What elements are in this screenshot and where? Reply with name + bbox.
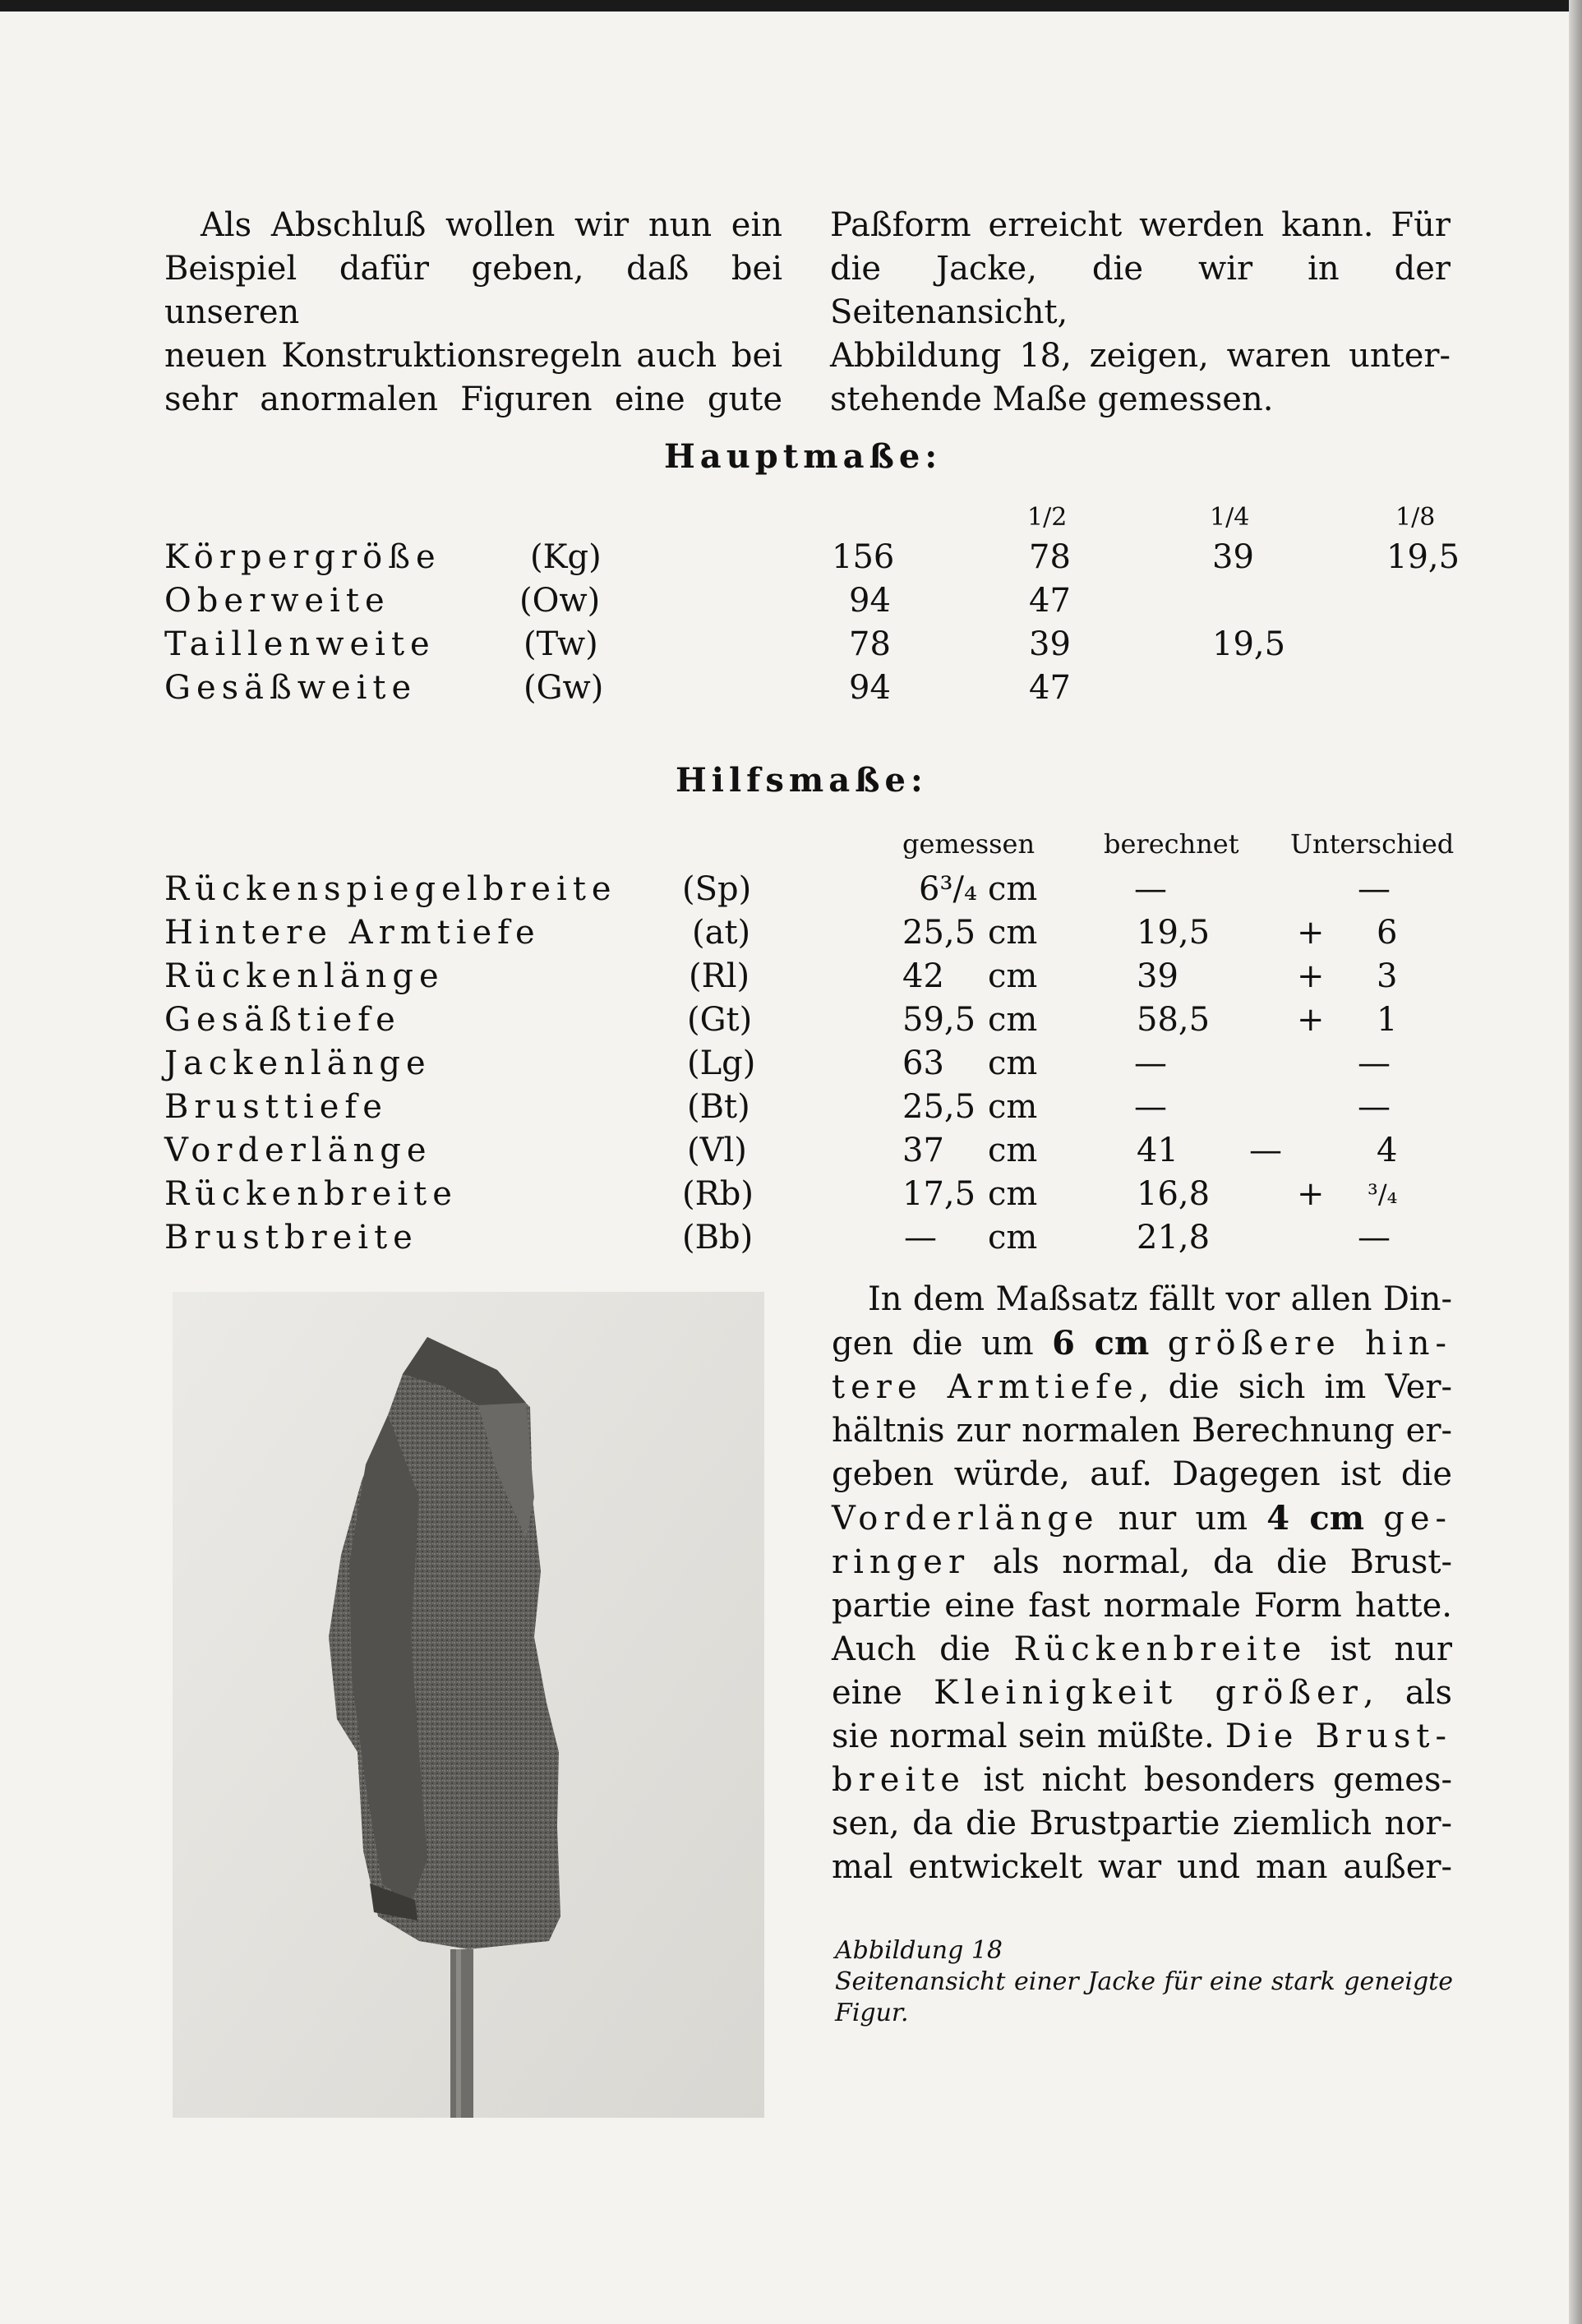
hilfs-row [164, 1086, 1455, 1129]
haupt-abbr: (Ow) [519, 582, 601, 620]
fraction-eighth: 1/8 [1395, 503, 1436, 532]
body-text: partie eine fast normale Form hatte. [832, 1587, 1452, 1625]
body-text: , die sich im Ver- [1138, 1368, 1453, 1406]
body-spaced: Kleinigkeit größer [934, 1674, 1363, 1712]
hilfs-unit: cm [988, 1088, 1038, 1126]
body-text: sen, da die Brustpartie ziemlich nor- [832, 1805, 1452, 1842]
body-line [832, 1584, 1452, 1628]
body-text [1364, 1500, 1383, 1538]
hilfs-row [164, 868, 1455, 911]
column-header-calculated: berechnet [1104, 828, 1239, 860]
haupt-quarter: 19,5 [1212, 625, 1286, 663]
fraction-half: 1/2 [1027, 503, 1068, 532]
hilfs-calculated: — [1134, 1044, 1167, 1082]
hilfs-unit: cm [988, 1132, 1038, 1169]
body-text: ist nicht besonders gemes- [965, 1761, 1452, 1799]
hilfs-diff: — [1358, 870, 1391, 908]
hilfs-sign: + [1297, 914, 1325, 952]
hilfs-calculated: 39 [1137, 957, 1178, 995]
hilfs-name: Hintere Armtiefe [164, 914, 541, 952]
haupt-name: Körpergröße [164, 538, 441, 576]
body-text: sie normal sein müßte. [832, 1718, 1225, 1755]
hilfs-sign: — [1249, 1132, 1282, 1169]
hilfs-diff: 3 [1377, 957, 1398, 995]
hilfs-unit: cm [988, 1044, 1038, 1082]
body-spaced: Vorderlänge [832, 1500, 1100, 1538]
body-text: nur um [1099, 1500, 1267, 1538]
hilfsmasse-heading: Hilfsmaße: [676, 761, 928, 800]
hilfs-abbr: (Gt) [687, 1001, 753, 1039]
intro-right-line-3: Abbildung 18, zeigen, waren unter- [830, 337, 1451, 375]
intro-right-line-1: Paßform erreicht werden kann. Für [830, 206, 1451, 244]
intro-right-line-4: stehende Maße gemessen. [830, 380, 1274, 418]
hilfs-unit: cm [988, 870, 1038, 908]
body-spaced: breite [832, 1761, 966, 1799]
hilfs-diff: 4 [1377, 1132, 1398, 1169]
hilfs-name: Gesäßtiefe [164, 1001, 401, 1039]
caption-title: Abbildung 18 [835, 1936, 1003, 1965]
hilfs-measured: 42 [902, 957, 944, 995]
hilfs-name: Vorderlänge [164, 1132, 432, 1169]
hilfs-calculated: 41 [1137, 1132, 1178, 1169]
hilfs-measured: 25,5 [902, 914, 976, 952]
column-header-measured: gemessen [902, 828, 1035, 860]
hilfs-sign: + [1297, 1001, 1325, 1039]
haupt-abbr: (Tw) [523, 625, 598, 663]
hilfs-row [164, 1216, 1455, 1260]
intro-left-line-4: sehr anormalen Figuren eine gute [164, 380, 782, 418]
hilfs-unit: cm [988, 1001, 1038, 1039]
hilfs-name: Brusttiefe [164, 1088, 388, 1126]
hilfs-diff: ³/₄ [1368, 1178, 1398, 1210]
body-line [832, 1541, 1452, 1584]
body-line [832, 1278, 1452, 1321]
body-text: als normal, da die Brust- [970, 1543, 1452, 1581]
hilfs-measured: 59,5 [902, 1001, 976, 1039]
body-spaced: ge- [1383, 1500, 1453, 1538]
fraction-quarter: 1/4 [1210, 503, 1250, 532]
body-text: gen die um [832, 1325, 1053, 1363]
body-text: ist nur [1307, 1630, 1453, 1668]
hilfs-abbr: (Rb) [682, 1175, 754, 1213]
hilfs-calculated: — [1134, 870, 1167, 908]
intro-left-line-2: Beispiel dafür geben, daß bei unseren [164, 250, 782, 331]
haupt-half: 47 [1029, 582, 1071, 620]
hilfs-measured: 6³/₄ [919, 870, 977, 908]
body-text: hältnis zur normalen Berechnung er- [832, 1412, 1452, 1450]
hilfs-measured: 25,5 [902, 1088, 976, 1126]
body-text [1149, 1325, 1167, 1363]
body-text: mal entwickelt war und man außer- [832, 1848, 1452, 1886]
hilfs-diff: — [1358, 1219, 1391, 1257]
body-spaced: größere hin- [1167, 1325, 1453, 1363]
haupt-abbr: (Gw) [523, 669, 604, 707]
caption-text: Seitenansicht einer Jacke für eine stark geneigte Figur. [835, 1967, 1453, 2027]
top-border [0, 0, 1582, 12]
jacket-photo [173, 1292, 764, 2118]
hilfs-name: Brustbreite [164, 1219, 418, 1257]
hilfs-measured: 63 [902, 1044, 944, 1082]
haupt-half: 78 [1029, 538, 1071, 576]
column-header-difference: Unterschied [1290, 828, 1455, 860]
haupt-row [164, 579, 1455, 623]
haupt-eighth: 19,5 [1386, 538, 1460, 576]
haupt-half: 47 [1029, 669, 1071, 707]
hilfs-calculated: — [1134, 1088, 1167, 1126]
body-text: , als [1363, 1674, 1452, 1712]
body-line [832, 1496, 1452, 1541]
haupt-abbr: (Kg) [530, 538, 602, 576]
haupt-value: 78 [849, 625, 891, 663]
hilfs-unit: cm [988, 914, 1038, 952]
haupt-name: Gesäßweite [164, 669, 417, 707]
hilfs-unit: cm [988, 1175, 1038, 1213]
hilfs-abbr: (Vl) [687, 1132, 747, 1169]
intro-left-line-1: Als Abschluß wollen wir nun ein [201, 206, 782, 244]
hilfs-row [164, 1042, 1455, 1086]
hilfs-diff: — [1358, 1044, 1391, 1082]
body-spaced: Die Brust- [1225, 1718, 1452, 1755]
hilfs-sign: + [1297, 1175, 1325, 1213]
body-line [832, 1846, 1452, 1889]
body-line [832, 1366, 1452, 1409]
intro-left-column [164, 204, 782, 422]
hilfs-abbr: (Rl) [689, 957, 750, 995]
haupt-value: 156 [832, 538, 895, 576]
body-right-column [832, 1278, 1452, 1889]
hilfs-diff: 6 [1377, 914, 1398, 952]
body-bold: 6 cm [1052, 1324, 1150, 1363]
hilfs-measured: 37 [902, 1132, 944, 1169]
hilfs-name: Rückenlänge [164, 957, 445, 995]
hilfs-diff: 1 [1377, 1001, 1398, 1039]
hilfs-abbr: (at) [692, 914, 751, 952]
hilfs-unit: cm [988, 957, 1038, 995]
haupt-half: 39 [1029, 625, 1071, 663]
hilfs-measured: 17,5 [902, 1175, 976, 1213]
hilfs-row [164, 955, 1455, 998]
body-line [832, 1759, 1452, 1802]
body-line [832, 1715, 1452, 1759]
hilfs-name: Rückenspiegelbreite [164, 870, 617, 908]
intro-left-line-3: neuen Konstruktionsregeln auch bei [164, 337, 782, 375]
body-line [832, 1321, 1452, 1366]
hilfs-row [164, 1129, 1455, 1173]
haupt-row [164, 536, 1460, 579]
hilfs-name: Jackenlänge [164, 1044, 431, 1082]
hilfs-abbr: (Bb) [682, 1219, 754, 1257]
body-text: Auch die [832, 1630, 1014, 1668]
intro-right-column [830, 204, 1451, 422]
body-line [832, 1628, 1452, 1672]
hilfs-row [164, 911, 1455, 955]
hilfs-abbr: (Lg) [687, 1044, 756, 1082]
body-line [832, 1409, 1452, 1453]
figure-caption [835, 1935, 1453, 2029]
body-text: eine [832, 1674, 934, 1712]
hilfs-name: Rückenbreite [164, 1175, 458, 1213]
page-edge-shadow [1569, 0, 1582, 2324]
body-spaced: tere Armtiefe [832, 1368, 1139, 1406]
hilfs-measured: — [904, 1219, 937, 1257]
hilfs-sign: + [1297, 957, 1325, 995]
body-line [832, 1802, 1452, 1846]
hilfs-calculated: 21,8 [1137, 1219, 1211, 1257]
body-bold: 4 cm [1266, 1499, 1365, 1538]
hilfs-diff: — [1358, 1088, 1391, 1126]
haupt-row [164, 666, 1455, 710]
haupt-name: Oberweite [164, 582, 390, 620]
haupt-name: Taillenweite [164, 625, 436, 663]
hilfs-row [164, 1173, 1455, 1216]
body-text: In dem Maßsatz fällt vor allen Din- [868, 1280, 1452, 1318]
hilfs-calculated: 19,5 [1137, 914, 1211, 952]
hilfs-unit: cm [988, 1219, 1038, 1257]
hilfs-abbr: (Bt) [687, 1088, 750, 1126]
hilfs-calculated: 58,5 [1137, 1001, 1211, 1039]
haupt-quarter: 39 [1212, 538, 1254, 576]
haupt-row [164, 623, 1455, 666]
hilfs-row [164, 998, 1455, 1042]
body-text: geben würde, auf. Dagegen ist die [832, 1455, 1452, 1493]
hilfs-calculated: 16,8 [1137, 1175, 1211, 1213]
haupt-value: 94 [849, 669, 891, 707]
body-spaced: Rückenbreite [1013, 1630, 1308, 1668]
body-line [832, 1453, 1452, 1496]
hilfs-abbr: (Sp) [682, 870, 752, 908]
body-line [832, 1672, 1452, 1715]
body-spaced: ringer [832, 1543, 971, 1581]
haupt-value: 94 [849, 582, 891, 620]
hauptmasse-heading: Hauptmaße: [664, 437, 943, 476]
intro-right-line-2: die Jacke, die wir in der Seitenansicht, [830, 250, 1451, 331]
